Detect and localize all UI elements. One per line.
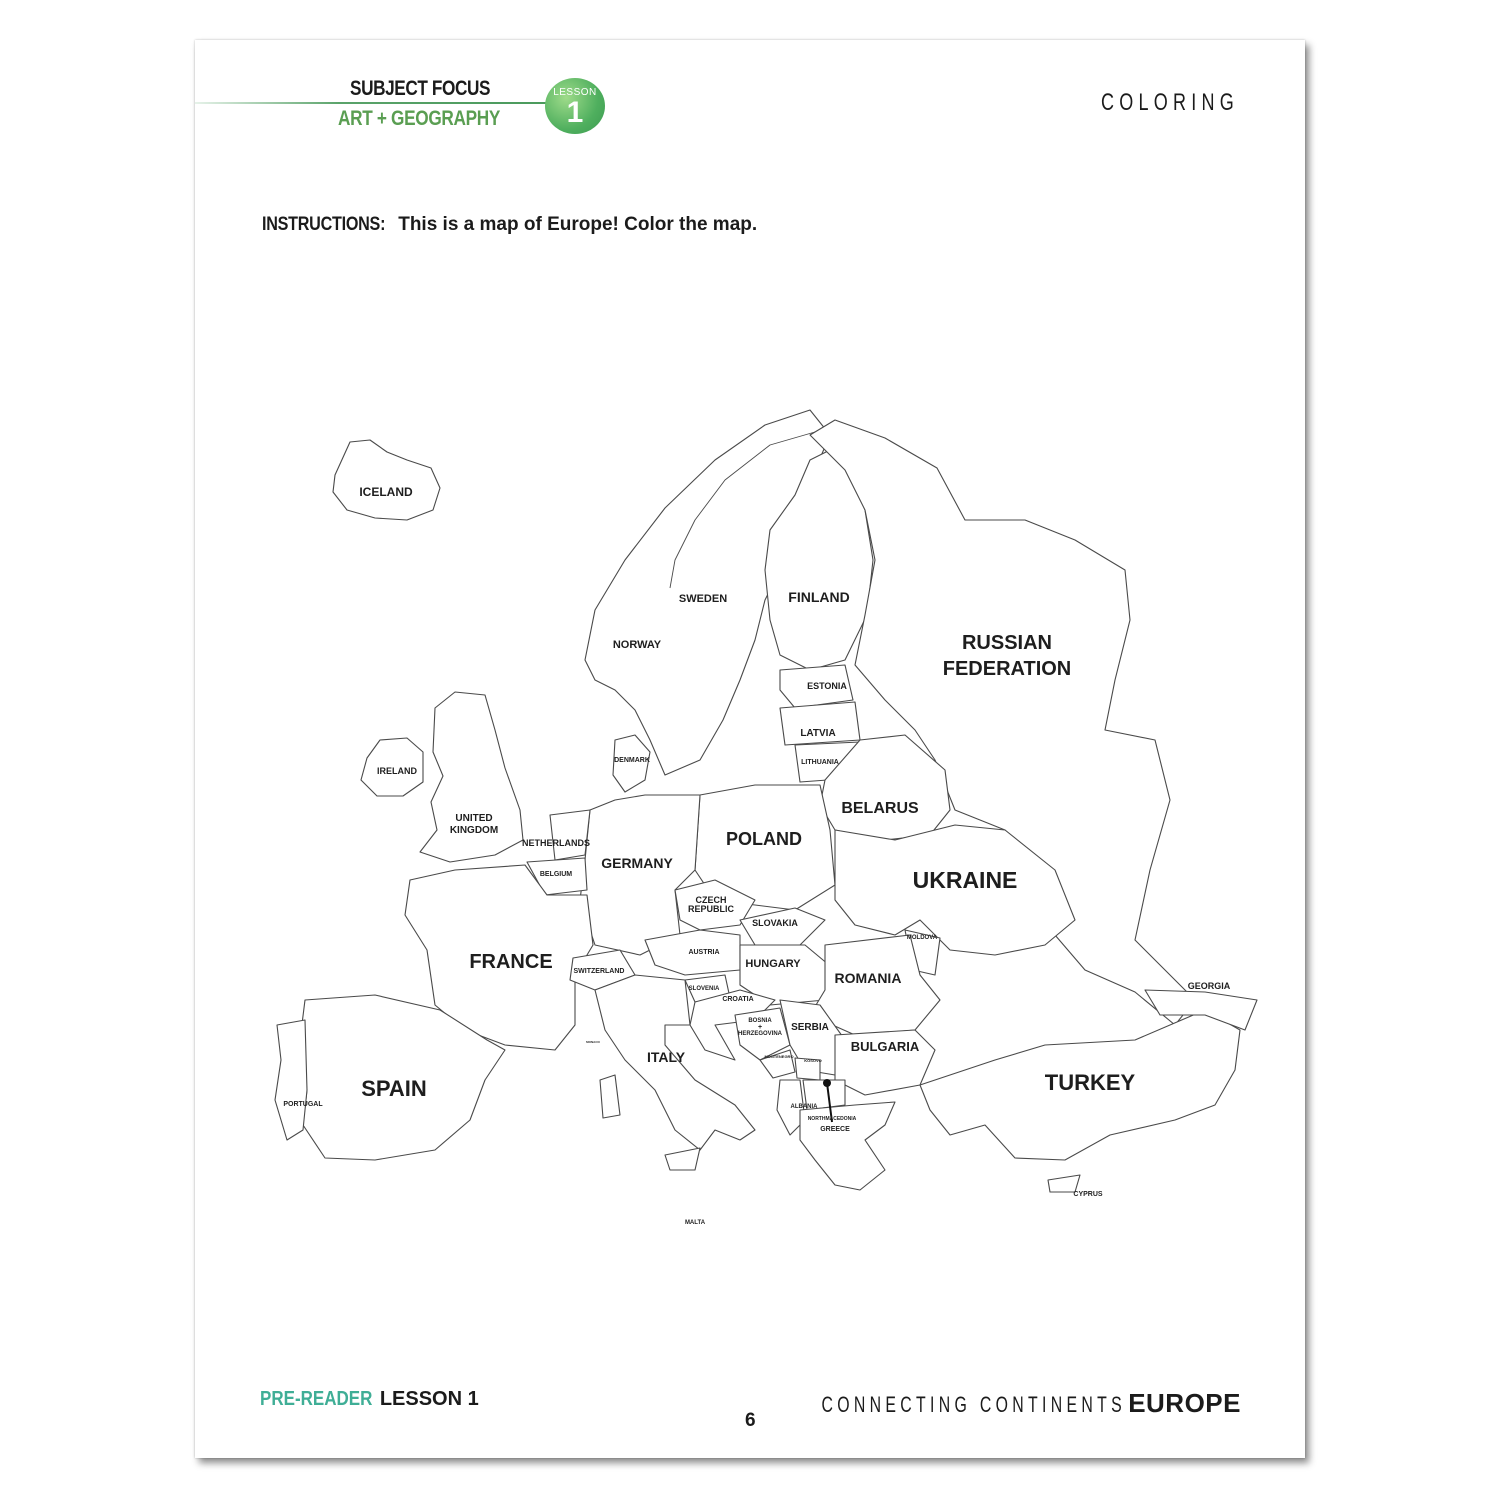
label-iceland: ICELAND	[359, 485, 413, 499]
page-number: 6	[745, 1410, 756, 1431]
label-czech-1: CZECH	[695, 895, 727, 905]
label-lithuania: LITHUANIA	[801, 759, 839, 766]
uk-shape	[420, 692, 523, 862]
section-title: COLORING	[1100, 89, 1239, 116]
footer-series	[260, 1388, 479, 1411]
label-switzerland: SWITZERLAND	[573, 968, 625, 975]
label-monaco: MONACO	[586, 1040, 600, 1044]
label-turkey: TURKEY	[1044, 1070, 1136, 1095]
label-bulgaria: BULGARIA	[850, 1039, 920, 1054]
germany-shape	[580, 795, 700, 955]
instructions-text: This is a map of Europe! Color the map.	[398, 214, 758, 235]
label-north-macedonia: NORTHMACEDONIA	[807, 1116, 857, 1122]
label-hungary: HUNGARY	[745, 958, 801, 970]
label-uk-1: UNITED	[455, 813, 493, 824]
label-germany: GERMANY	[601, 855, 673, 871]
label-georgia: GEORGIA	[1187, 981, 1231, 991]
label-netherlands: NETHERLANDS	[521, 838, 591, 848]
netherlands-shape	[550, 810, 590, 860]
cyprus-shape	[1048, 1175, 1080, 1192]
label-serbia: SERBIA	[791, 1022, 829, 1033]
label-uk-2: KINGDOM	[449, 825, 499, 836]
label-poland: POLAND	[726, 829, 802, 849]
label-latvia: LATVIA	[800, 728, 836, 739]
label-norway: NORWAY	[612, 639, 662, 651]
label-croatia: CROATIA	[722, 996, 754, 1003]
lesson-badge-number: 1	[566, 96, 584, 129]
label-romania: ROMANIA	[834, 970, 902, 986]
label-austria: AUSTRIA	[688, 949, 720, 956]
footer-series-name: PRE-READER	[260, 1388, 373, 1410]
label-france: FRANCE	[469, 951, 553, 973]
label-belgium: BELGIUM	[539, 871, 573, 878]
worksheet-page	[195, 40, 1305, 1458]
label-denmark: DENMARK	[614, 757, 650, 764]
footer-title	[703, 1388, 1241, 1419]
label-moldova: MOLDOVA	[906, 935, 938, 941]
footer-book-title: CONNECTING CONTINENTS	[821, 1392, 1126, 1417]
iceland-shape	[333, 440, 440, 520]
label-sweden: SWEDEN	[678, 593, 728, 605]
macedonia-pointer-dot	[823, 1079, 831, 1087]
label-bosnia-3: HERZEGOVINA	[737, 1031, 783, 1037]
instructions-label: INSTRUCTIONS:	[262, 214, 386, 235]
label-slovenia: SLOVENIA	[688, 986, 720, 992]
label-kosovo: KOSOVO	[804, 1058, 822, 1063]
label-russia-1: RUSSIAN	[961, 632, 1053, 654]
label-bosnia-1: BOSNIA	[748, 1018, 772, 1024]
footer-lesson: LESSON 1	[379, 1388, 479, 1410]
label-albania: ALBANIA	[790, 1104, 818, 1110]
label-spain: SPAIN	[361, 1076, 427, 1101]
label-russia-2: FEDERATION	[942, 658, 1072, 680]
label-slovakia: SLOVAKIA	[752, 918, 798, 928]
sardinia-shape	[600, 1075, 620, 1118]
label-belarus: BELARUS	[841, 800, 919, 817]
europe-map	[195, 40, 1305, 1458]
lesson-badge-word: LESSON	[553, 87, 597, 98]
subject-focus-heading: SUBJECT FOCUS	[350, 77, 491, 100]
label-greece: GREECE	[820, 1126, 850, 1133]
label-ukraine: UKRAINE	[912, 867, 1018, 893]
label-malta: MALTA	[684, 1220, 706, 1226]
label-estonia: ESTONIA	[807, 681, 847, 691]
label-czech-2: REPUBLIC	[687, 904, 735, 914]
label-italy: ITALY	[646, 1049, 686, 1065]
footer-continent: EUROPE	[1128, 1388, 1241, 1418]
label-ireland: IRELAND	[377, 766, 417, 776]
label-montenegro: MONTENEGRO	[764, 1054, 794, 1059]
label-portugal: PORTUGAL	[283, 1101, 323, 1108]
label-cyprus: CYPRUS	[1073, 1191, 1103, 1198]
portugal-shape	[275, 1020, 307, 1140]
sicily-shape	[665, 1148, 700, 1170]
label-finland: FINLAND	[788, 589, 850, 605]
label-bosnia-2: +	[757, 1024, 763, 1031]
subject-name: ART + GEOGRAPHY	[338, 107, 501, 130]
